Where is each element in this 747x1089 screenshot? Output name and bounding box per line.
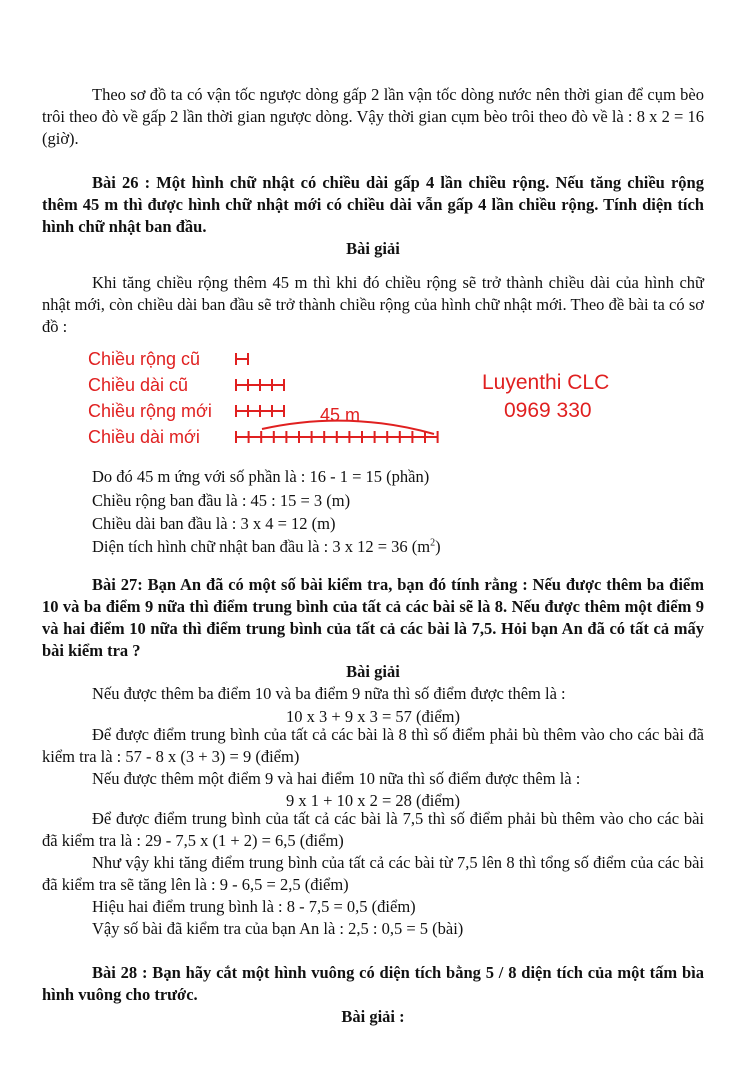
bai26-line-2: Chiều rộng ban đầu là : 45 : 15 = 3 (m) bbox=[92, 491, 351, 510]
intro-paragraph: Theo sơ đồ ta có vận tốc ngược dòng gấp 2 lần vận tốc dòng nước nên thời gian để cụm bèo trôi theo đò về gấp 2 lần thời gian ngược dòng. Vậy thời gian cụm bèo trôi theo đò về là : 8 x 2 = 16 (giờ). bbox=[42, 85, 704, 148]
watermark-name: Luyenthi CLC bbox=[482, 371, 610, 394]
area-close: ) bbox=[435, 537, 441, 556]
bai27-equation-1: 10 x 3 + 9 x 3 = 57 (điểm) bbox=[286, 707, 460, 726]
label-chieu-dai-cu: Chiều dài cũ bbox=[88, 375, 189, 395]
segment-bars-svg bbox=[88, 348, 468, 453]
bai27-title: Bài 27: Bạn An đã có một số bài kiểm tra, bạn đó tính rằng : Nếu được thêm ba điểm 10 và ba điểm 9 nữa thì điểm trung bình của tất cả các bài sẽ là 8. Nếu được thêm một điểm 9 và hai điểm 10 nữa thì điểm trung bình của tất cả các bài là 7,5. Hỏi bạn An đã có tất cả mấy bài kiểm tra ? bbox=[42, 575, 704, 660]
bai26-paragraph: Khi tăng chiều rộng thêm 45 m thì khi đó chiều rộng sẽ trở thành chiều dài của hình chữ nhật mới, còn chiều dài ban đầu sẽ trở thành chiều rộng của hình chữ nhật mới. Theo đề bài ta có sơ đồ : bbox=[42, 273, 704, 336]
label-chieu-rong-cu: Chiều rộng cũ bbox=[88, 349, 201, 369]
bai26-heading: Bài giải bbox=[346, 239, 400, 258]
bai26-title: Bài 26 : Một hình chữ nhật có chiều dài gấp 4 lần chiều rộng. Nếu tăng chiều rộng thêm 45 m thì được hình chữ nhật mới có chiều dài vẫn gấp 4 lần chiều rộng. Tính diện tích hình chữ nhật ban đầu. bbox=[42, 173, 704, 236]
bai28-title: Bài 28 : Bạn hãy cắt một hình vuông có diện tích bằng 5 / 8 diện tích của một tấm bìa hình vuông cho trước. bbox=[42, 963, 704, 1004]
segment-diagram bbox=[88, 348, 708, 453]
watermark-phone: 0969 330 bbox=[504, 399, 592, 422]
bai27-heading: Bài giải bbox=[346, 662, 400, 681]
brace-label: 45 m bbox=[320, 405, 361, 425]
label-chieu-dai-moi: Chiều dài mới bbox=[88, 427, 200, 447]
bai27-line-6: Hiệu hai điểm trung bình là : 8 - 7,5 = 0,5 (điểm) bbox=[92, 897, 416, 916]
bai27-line-7: Vậy số bài đã kiểm tra của bạn An là : 2,5 : 0,5 = 5 (bài) bbox=[92, 919, 464, 938]
label-chieu-rong-moi: Chiều rộng mới bbox=[88, 401, 212, 421]
bai27-paragraph-5: Như vậy khi tăng điểm trung bình của tất cả các bài từ 7,5 lên 8 thì tổng số điểm của các bài đã kiểm tra sẽ tăng lên là : 9 - 6,5 = 2,5 (điểm) bbox=[42, 853, 704, 894]
area-exponent: 2 bbox=[430, 537, 436, 549]
bai28-heading: Bài giải : bbox=[341, 1007, 405, 1026]
bai27-equation-2: 9 x 1 + 10 x 2 = 28 (điểm) bbox=[286, 791, 460, 810]
bai26-line-1: Do đó 45 m ứng với số phần là : 16 - 1 = 15 (phần) bbox=[92, 467, 430, 486]
bai26-line-3: Chiều dài ban đầu là : 3 x 4 = 12 (m) bbox=[92, 514, 336, 533]
bai27-paragraph-2: Để được điểm trung bình của tất cả các bài là 8 thì số điểm phải bù thêm vào cho các bài đã kiểm tra là : 57 - 8 x (3 + 3) = 9 (điểm) bbox=[42, 725, 704, 766]
bai27-paragraph-4: Để được điểm trung bình của tất cả các bài là 7,5 thì số điểm phải bù thêm vào cho các bài đã kiểm tra là : 29 - 7,5 x (1 + 2) = 6,5 (điểm) bbox=[42, 809, 704, 850]
bai26-line-4 bbox=[92, 536, 441, 558]
bai27-line-3: Nếu được thêm một điểm 9 và hai điểm 10 nữa thì số điểm được thêm là : bbox=[92, 769, 581, 788]
bai27-line-1: Nếu được thêm ba điểm 10 và ba điểm 9 nữa thì số điểm được thêm là : bbox=[92, 684, 566, 703]
area-text: Diện tích hình chữ nhật ban đầu là : 3 x 12 = 36 (m bbox=[92, 537, 431, 556]
